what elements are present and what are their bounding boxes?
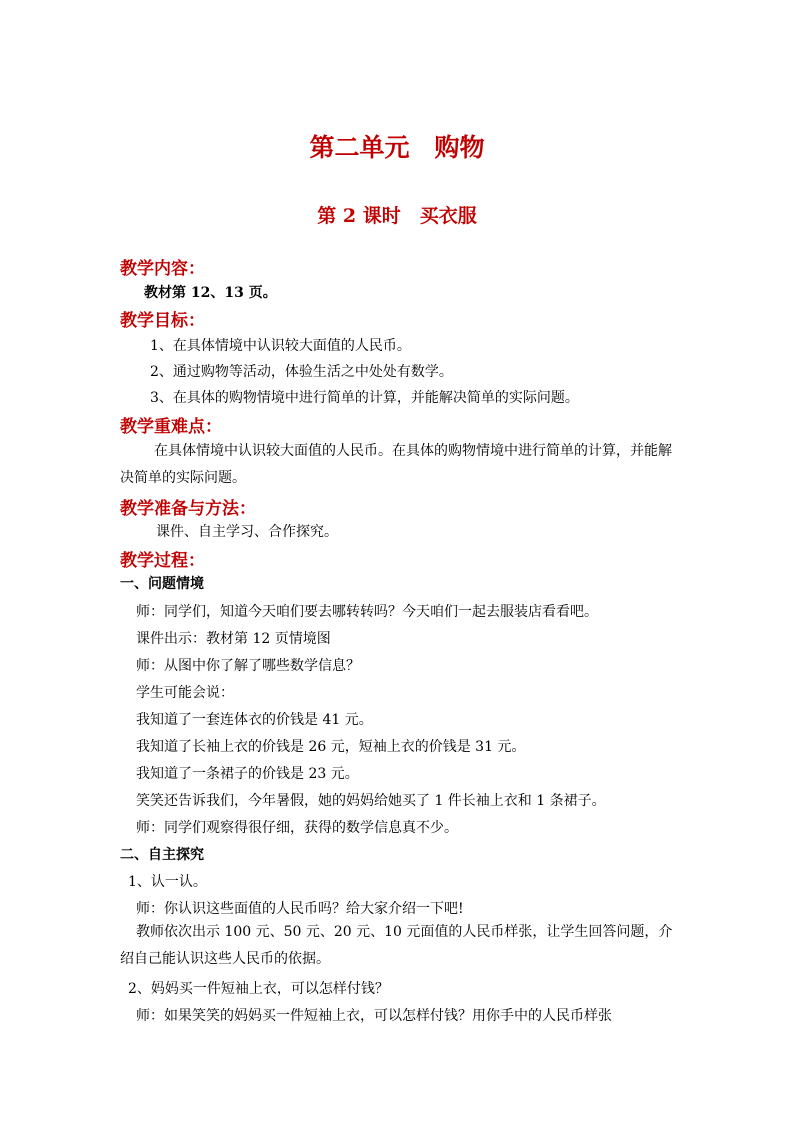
part1-line: 师：同学们，知道今天咱们要去哪转转吗？今天咱们一起去服装店看看吧。 (136, 604, 598, 620)
part1-line: 我知道了一条裙子的价钱是 23 元。 (136, 766, 359, 782)
part2-step2: 2、妈妈买一件短袖上衣，可以怎样付钱？ (128, 981, 389, 997)
content-text: 教材第 12、13 页。 (144, 285, 277, 301)
goal-item: 1、在具体情境中认识较大面值的人民币。 (150, 338, 411, 354)
part2-step1-line: 师：你认识这些面值的人民币吗？给大家介绍一下吧! (136, 901, 464, 917)
lesson-title: 第 2 课时 买衣服 (317, 205, 477, 227)
part1-heading: 一、问题情境 (120, 576, 204, 592)
part1-line: 课件出示：教材第 12 页情境图 (136, 631, 331, 647)
part1-line: 我知道了长袖上衣的价钱是 26 元，短袖上衣的价钱是 31 元。 (136, 739, 526, 755)
part2-heading: 二、自主探究 (120, 847, 204, 863)
part2-step1: 1、认一认。 (128, 874, 207, 890)
key-points-text: 在具体情境中认识较大面值的人民币。在具体的购物情境中进行简单的计算，并能解决简单的实际问题。 (120, 443, 672, 486)
prep-text: 课件、自主学习、合作探究。 (156, 524, 338, 540)
part1-line: 师：同学们观察得很仔细，获得的数学信息真不少。 (136, 820, 458, 836)
part2-step2-line: 师：如果笑笑的妈妈买一件短袖上衣，可以怎样付钱？用你手中的人民币样张 (136, 1008, 612, 1024)
goal-item: 2、通过购物等活动，体验生活之中处处有数学。 (150, 364, 453, 380)
process-heading: 教学过程： (120, 551, 205, 571)
part1-line: 学生可能会说： (136, 685, 234, 701)
part1-line: 笑笑还告诉我们，今年暑假，她的妈妈给她买了 1 件长袖上衣和 1 条裙子。 (136, 793, 606, 809)
prep-heading: 教学准备与方法： (120, 499, 256, 519)
content-heading: 教学内容： (120, 259, 205, 279)
part1-line: 我知道了一套连体衣的价钱是 41 元。 (136, 712, 373, 728)
part2-step1-paragraph: 教师依次出示 100 元、50 元、20 元、10 元面值的人民币样张，让学生回答问题，介绍自己能认识这些人民币的依据。 (120, 924, 673, 967)
goal-item: 3、在具体的购物情境中进行简单的计算，并能解决简单的实际问题。 (150, 390, 579, 406)
unit-title: 第二单元 购物 (309, 133, 485, 162)
key-points-heading: 教学重难点： (120, 417, 222, 437)
goals-heading: 教学目标： (120, 311, 205, 331)
part1-line: 师：从图中你了解了哪些数学信息？ (136, 658, 360, 674)
